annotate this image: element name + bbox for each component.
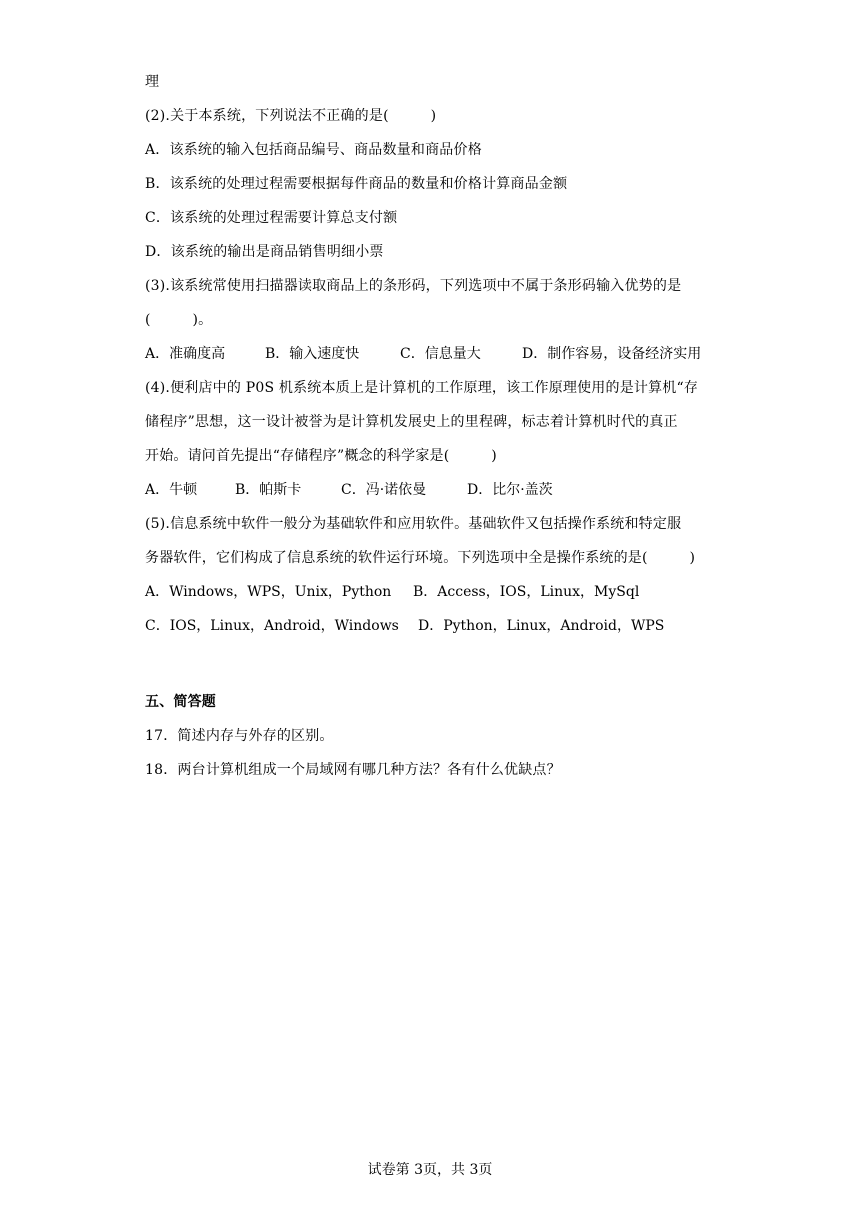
- question-2-stem: (2).关于本系统，下列说法不正确的是( ): [145, 108, 437, 124]
- question-3-option-b: B．输入速度快: [265, 346, 360, 362]
- continued-text: 理: [145, 74, 160, 90]
- question-3-option-d: D．制作容易，设备经济实用: [522, 346, 702, 362]
- question-2-option-b: B．该系统的处理过程需要根据每件商品的数量和价格计算商品金额: [145, 176, 568, 192]
- question-2-option-d: D．该系统的输出是商品销售明细小票: [145, 244, 384, 260]
- question-5-option-a: A．Windows，WPS，Unix，Python: [145, 584, 392, 600]
- question-5-option-d: D．Python，Linux，Android，WPS: [418, 618, 665, 634]
- question-3-stem-line1: (3).该系统常使用扫描器读取商品上的条形码，下列选项中不属于条形码输入优势的是: [145, 278, 682, 294]
- question-4-option-c: C．冯·诺依曼: [341, 482, 427, 498]
- question-4-option-a: A．牛顿: [145, 482, 198, 498]
- question-4-stem-line1: (4).便利店中的 P0S 机系统本质上是计算机的工作原理，该工作原理使用的是计算机“存: [145, 380, 699, 396]
- question-18: 18．两台计算机组成一个局域网有哪几种方法？各有什么优缺点？: [145, 762, 561, 778]
- question-3-option-a: A．准确度高: [145, 346, 226, 362]
- question-3-stem-line2: ( )。: [145, 312, 213, 328]
- question-5-option-b: B．Access，IOS，Linux，MySql: [413, 584, 640, 600]
- question-4-stem-line3: 开始。请问首先提出“存储程序”概念的科学家是( ): [145, 448, 497, 464]
- question-5-options-row2: [145, 616, 665, 696]
- question-4-option-d: D．比尔·盖茨: [467, 482, 553, 498]
- question-5-option-c: C．IOS，Linux，Android，Windows: [145, 618, 399, 634]
- question-5-stem-line1: (5).信息系统中软件一般分为基础软件和应用软件。基础软件又包括操作系统和特定服: [145, 516, 682, 532]
- question-4-stem-line2: 储程序”思想，这一设计被誉为是计算机发展史上的里程碑，标志着计算机时代的真正: [145, 414, 678, 430]
- question-2-option-a: A．该系统的输入包括商品编号、商品数量和商品价格: [145, 142, 482, 158]
- question-2-option-c: C．该系统的处理过程需要计算总支付额: [145, 210, 398, 226]
- question-4-option-b: B．帕斯卡: [235, 482, 302, 498]
- question-3-option-c: C．信息量大: [400, 346, 481, 362]
- page-footer: 试卷第 3页，共 3页: [367, 1162, 493, 1178]
- question-5-stem-line2: 务器软件，它们构成了信息系统的软件运行环境。下列选项中全是操作系统的是( ): [145, 550, 696, 566]
- section-heading-short-answer: 五、简答题: [145, 694, 216, 710]
- question-17: 17．简述内存与外存的区别。: [145, 728, 334, 744]
